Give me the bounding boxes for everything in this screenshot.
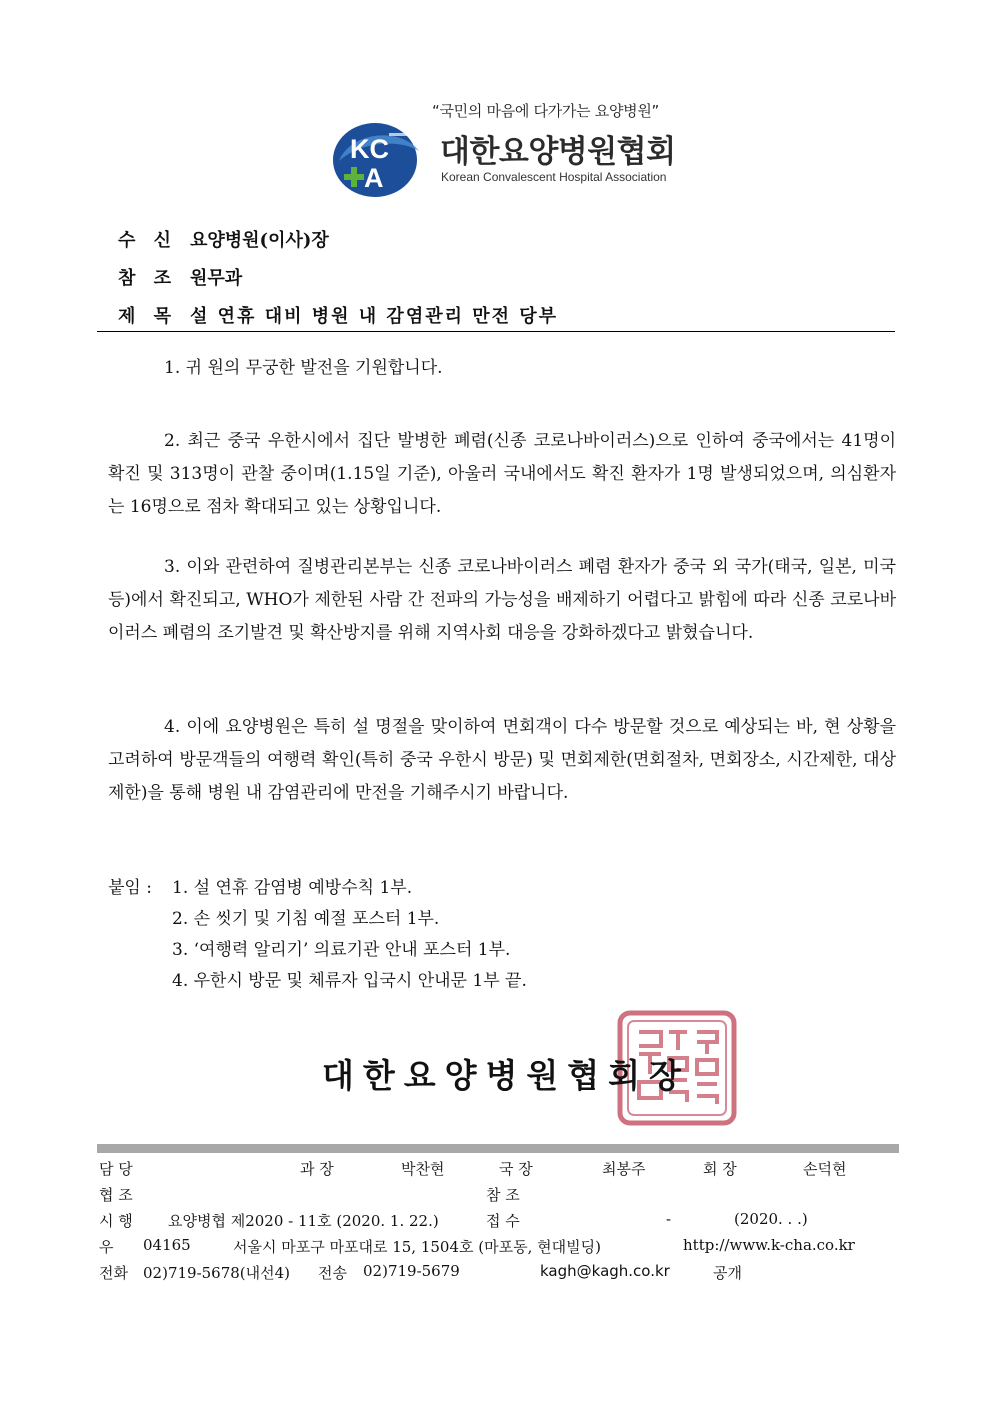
org-name-korean: 대한요양병원협회 <box>440 134 676 170</box>
cc-value: 원무과 <box>190 268 243 289</box>
recipient-row <box>118 226 329 252</box>
footer-president-name: 손덕현 <box>803 1160 847 1178</box>
footer-director-label: 국 장 <box>499 1160 533 1178</box>
footer-postal-code: 04165 <box>143 1236 191 1254</box>
header-divider <box>97 331 895 332</box>
footer-receipt-date: (2020. . .) <box>734 1210 808 1228</box>
attachments <box>108 873 527 997</box>
footer-website-link[interactable]: http://www.k-cha.co.kr <box>683 1236 855 1254</box>
cc-row <box>118 264 242 290</box>
footer-phone: 02)719-5678(내선4) <box>143 1264 291 1282</box>
cc-label: 참 조 <box>118 268 178 289</box>
footer-issue-number: 요양병협 제2020 - 11호 (2020. 1. 22.) <box>168 1212 439 1230</box>
org-name-english: Korean Convalescent Hospital Association <box>441 170 667 184</box>
attachment-item-4: 4. 우한시 방문 및 체류자 입국시 안내문 1부 끝. <box>172 971 527 991</box>
footer-postal-label: 우 <box>99 1238 114 1256</box>
sender-title: 대한요양병원협회장 <box>322 1056 690 1095</box>
footer-receipt-dash: - <box>666 1210 672 1228</box>
footer-manager-name: 박찬현 <box>401 1160 445 1178</box>
attachments-label: 붙임 : <box>108 878 152 898</box>
recipient-value: 요양병원(이사)장 <box>190 230 329 251</box>
footer-fax-label: 전송 <box>318 1264 347 1282</box>
footer-reference-label: 참 조 <box>486 1186 520 1204</box>
footer-manager-label: 과 장 <box>300 1160 334 1178</box>
footer-phone-label: 전화 <box>99 1264 128 1282</box>
footer-divider <box>97 1144 899 1153</box>
footer-disclosure: 공개 <box>713 1264 742 1282</box>
svg-text:KC: KC <box>350 134 389 164</box>
attachment-item-1: 1. 설 연휴 감염병 예방수칙 1부. <box>172 878 413 898</box>
footer-issue-label: 시 행 <box>99 1212 133 1230</box>
paragraph-3: 3. 이와 관련하여 질병관리본부는 신종 코로나바이러스 폐렴 환자가 중국 외 국가(태국, 일본, 미국 등)에서 확진되고, WHO가 제한된 사람 간 전파의 가능성을 배제하기 어렵다고 밝힘에 따라 신종 코로나바이러스 폐렴의 조기발견 및 확산방지를 위해 지역사회 대응을 강화하겠다고 밝혔습니다. <box>108 557 896 643</box>
slogan: “국민의 마음에 다가가는 요양병원” <box>432 102 660 120</box>
footer-director-name: 최봉주 <box>602 1160 646 1178</box>
attachment-item-2: 2. 손 씻기 및 기침 예절 포스터 1부. <box>172 909 440 929</box>
footer-cooperation-label: 협 조 <box>99 1186 133 1204</box>
paragraph-2: 2. 최근 중국 우한시에서 집단 발병한 폐렴(신종 코로나바이러스)으로 인하여 중국에서는 41명이 확진 및 313명이 관찰 중이며(1.15일 기준), 아울러 국내에서도 확진 환자가 1명 발생되었으며, 의심환자는 16명으로 점차 확대되고 있는 상황입니다. <box>108 431 896 517</box>
paragraph-4: 4. 이에 요양병원은 특히 설 명절을 맞이하여 면회객이 다수 방문할 것으로 예상되는 바, 현 상황을 고려하여 방문객들의 여행력 확인(특히 중국 우한시 방문) 및 면회제한(면회절차, 면회장소, 시간제한, 대상제한)을 통해 병원 내 감염관리에 만전을 기해주시기 바랍니다. <box>108 717 896 803</box>
attachment-item-3: 3. ‘여행력 알리기’ 의료기관 안내 포스터 1부. <box>172 940 511 960</box>
paragraph-1: 1. 귀 원의 무궁한 발전을 기원합니다. <box>164 358 443 378</box>
subject-label: 제 목 <box>118 306 178 327</box>
kcha-logo-icon <box>331 121 423 199</box>
footer-staff-label: 담 당 <box>99 1160 133 1178</box>
subject-row <box>118 302 558 328</box>
footer-receipt-label: 접 수 <box>486 1212 520 1230</box>
footer-address: 서울시 마포구 마포대로 15, 1504호 (마포동, 현대빌딩) <box>233 1238 601 1256</box>
subject-value: 설 연휴 대비 병원 내 감염관리 만전 당부 <box>190 306 559 327</box>
recipient-label: 수 신 <box>118 230 178 251</box>
svg-text:A: A <box>364 163 384 193</box>
footer-president-label: 회 장 <box>703 1160 737 1178</box>
footer-email-link[interactable]: kagh@kagh.co.kr <box>540 1262 670 1280</box>
footer-fax: 02)719-5679 <box>363 1262 460 1280</box>
